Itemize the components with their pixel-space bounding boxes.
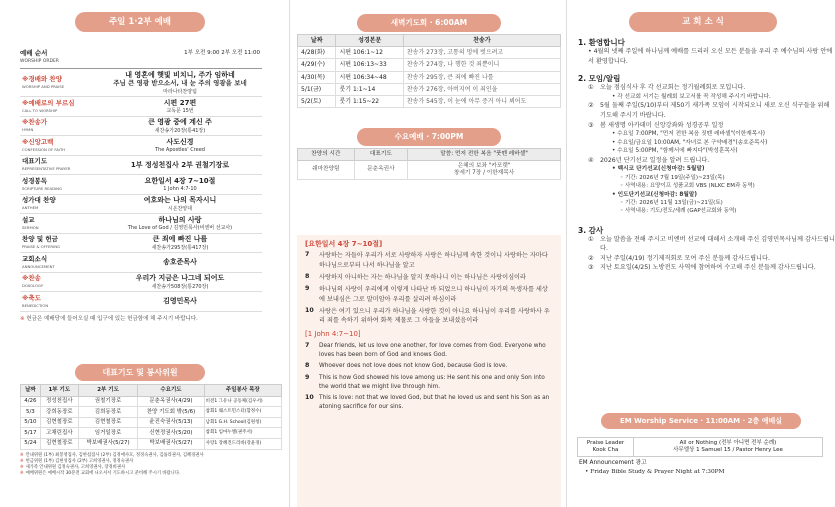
duty-cell: 5/3 (21, 407, 41, 418)
table-row (21, 438, 282, 449)
order-ko: ※축도 (22, 293, 41, 302)
order-detail: 교독문 15번 (166, 108, 194, 115)
order-main: 우리가 지금은 나그네 되어도 (135, 274, 225, 283)
mission-item: • 벡시코 단기선교(신청마감: 5월말) (612, 166, 705, 173)
order-main: 송호준목사 (163, 258, 197, 267)
order-en: CONFESSION OF FAITH (22, 146, 66, 152)
order-en: SERMON (22, 224, 39, 230)
verse-number: 8 (305, 362, 310, 370)
wed-cell: 은혜의 보좌 "카포랫" 창세기 7장 / 이한재목사 (408, 160, 561, 179)
verse-text: Dear friends, let us love one another, for love comes from God. Everyone who loves has been born of God and knows God. (319, 342, 546, 358)
duty-cell: 박보배권사(5/27) (138, 438, 204, 449)
duty-cell: 고채린집사 (40, 428, 78, 439)
order-label (20, 158, 98, 171)
notice-sub: • 각 선교회 서기는 월례회 보고서를 꼭 작성해 주시기 바랍니다. (612, 93, 771, 100)
order-label-en: WORSHIP ORDER (20, 58, 59, 64)
notices-heading: 2. 모임/알림 (578, 74, 621, 84)
verse-number: 7 (305, 341, 310, 349)
duty-cell: 남회1 G.H. School(김원청) (204, 417, 281, 428)
order-detail: The Love of God / 김영민목사(비엔버 선교사) (127, 225, 233, 232)
footnote-text: 헌금위원 (1부) 김현성집사 (2부) 고희영권사, 정경숙권사 (25, 458, 134, 464)
dawn-cell: 찬송가 295장, 큰 죄에 빠진 나를 (403, 71, 560, 83)
dawn-cell: 찬송가 274장, 나 행한 것 죄뿐이니 (403, 59, 560, 71)
dawn-cell: 4/29(수) (298, 59, 336, 71)
order-main: 하나님의 사랑 (158, 215, 202, 224)
order-ko: 대표기도 (22, 157, 48, 166)
verse-number: 7 (305, 251, 310, 259)
dawn-header: 성경본문 (336, 35, 403, 47)
duty-header: 2부 기도 (78, 385, 137, 397)
order-row (20, 69, 262, 97)
em-table (577, 437, 823, 456)
duty-cell: 신현정권사(5/20) (138, 428, 204, 439)
verse (305, 285, 553, 304)
news-title: 교 회 소 식 (629, 12, 777, 32)
dawn-header: 찬송가 (403, 35, 560, 47)
order-label (20, 295, 98, 308)
order-en: SCRIPTURE READING (22, 185, 62, 191)
verse-text: 사랑하지 아니하는 자는 하나님을 알지 못하나니 이는 하나님은 사랑이심이라 (319, 273, 527, 281)
verse-text: This is how God showed his love among us: He sent his one and only Son into the world that we might live through him. (319, 374, 545, 390)
order-row (20, 273, 262, 293)
order-row (20, 156, 262, 176)
dawn-table (297, 34, 561, 108)
footnote-text: 예배위원은 예배시작 30분전 교회에 나오셔서 기도하시고 준비해 주시기 바랍니다. (25, 471, 181, 477)
notice-sub: • 수요일/금요일 10:00AM, "자녀로 본 구약배경"(송호준목사) (612, 139, 768, 146)
dawn-title: 새벽기도회 · 6:00AM (357, 14, 501, 32)
order-ko: ※찬송 (22, 274, 41, 283)
order-main: 내 영혼에 햇빛 비치니, 주가 임하네 (125, 70, 235, 79)
order-detail: 새찬송가295장(통417장) (151, 244, 209, 251)
order-row (20, 136, 262, 156)
order-main: 요한일서 4장 7~10절 (144, 176, 216, 185)
thanks-item: ② 지난 주일(4/19) 정기제직회로 모여 주신 분들께 감사드립니다. (588, 254, 770, 262)
order-ko: ※경배와 찬양 (22, 75, 62, 84)
dawn-cell: 4/30(목) (298, 71, 336, 83)
dawn-cell: 5/1(금) (298, 83, 336, 95)
duty-cell: 강희동장로 (40, 407, 78, 418)
table-row (298, 83, 561, 95)
duty-cell: 참회1 임마누엘(권주서) (204, 428, 281, 439)
em-leader: Praise Leader Kook Cha (578, 438, 634, 456)
verse-text: 사랑하는 자들아 우리가 서로 사랑하자 사랑은 하나님께 속한 것이니 사랑하는 자마다 하나님으로부터 나서 하나님을 알고 (319, 252, 548, 269)
duty-cell: 윤진숙권사(5/13) (138, 417, 204, 428)
table-row (298, 95, 561, 107)
order-team: 마라나타찬양팀 (163, 88, 197, 95)
notice-item: ④ 2026년 단기선교 일정을 알려 드립니다. (588, 156, 710, 164)
scripture-box (297, 235, 561, 507)
order-ko: 설교 (22, 215, 35, 224)
table-row (298, 71, 561, 83)
table-row (21, 407, 282, 418)
duty-cell: 임거일장로 (78, 428, 137, 439)
thanks-heading: 3. 감사 (578, 225, 604, 235)
wed-header: 대표기도 (354, 149, 408, 161)
duty-cell: 찬양 기도회 밖(5/6) (138, 407, 204, 418)
verse (305, 342, 553, 359)
order-label: 예배 순서 (20, 49, 48, 57)
table-row (21, 417, 282, 428)
footnote-text: 새가족 안내위원 김정숙권사, 고희영권사, 장경희권사 (25, 465, 126, 470)
worship-order (20, 68, 262, 312)
duty-cell: 5/10 (21, 417, 41, 428)
news-column (571, 0, 835, 507)
order-ko: 찬양 및 헌금 (22, 235, 58, 244)
verse-text: Whoever does not love does not know God, because God is love. (319, 363, 508, 370)
duty-cell: 5/17 (21, 428, 41, 439)
duty-cell: 참회1 웨스트민스터(함정수) (204, 407, 281, 418)
order-main: 시편 27편 (163, 98, 197, 107)
order-ko: 성경봉독 (22, 176, 48, 185)
order-label (20, 256, 98, 269)
wed-header: 찬양의 시간 (298, 149, 355, 161)
duty-header: 1부 기도 (40, 385, 78, 397)
footnote-mark: ※ (20, 465, 24, 470)
order-row (20, 234, 262, 254)
order-en: HYMN (22, 127, 34, 133)
divider (566, 0, 567, 507)
mission-detail: ◦ 기간: 2026년 7월 19일(주일)~23일(목) (620, 175, 725, 181)
order-main: 1부 정성천집사 2부 권철기장로 (130, 160, 230, 169)
verse (305, 273, 553, 282)
dawn-cell: 4/28(화) (298, 47, 336, 59)
scripture-ref-en: [1 John 4:7~10] (305, 330, 361, 339)
order-content (98, 216, 262, 231)
duty-header: 수요기도 (138, 385, 204, 397)
order-ko: ※찬송가 (22, 118, 48, 127)
duty-cell: 김희동장로 (78, 407, 137, 418)
order-label (20, 275, 98, 288)
order-en: WORSHIP AND PRAISE (22, 83, 65, 89)
order-row (20, 117, 262, 137)
order-content (98, 274, 262, 289)
duty-cell: 박보배권사(5/27) (78, 438, 137, 449)
mission-detail: ◦ 기간: 2026년 11월 13일(금)~21일(토) (620, 200, 723, 207)
sunday-column (0, 0, 282, 507)
duty-cell: 비전1 그유나 공동체(김우서) (204, 396, 281, 407)
order-label (20, 197, 98, 210)
em-sermon: All or Nothing (전부 아니면 전부 순례) 사무엘상 1 Samuel 15 / Pastor Henry Lee (634, 438, 823, 456)
dawn-cell: 찬송가 276장, 아버지여 이 죄인을 (403, 83, 560, 95)
scripture-ref-ko: [요한일서 4장 7~10절] (305, 240, 383, 248)
welcome-text: • 4월의 넷째 주일에 하나님께 예배를 드리러 오신 모든 분들을 우리 주 예수님의 사랑 안에서 환영합니다. (588, 48, 833, 65)
mission-item: • 인도단기선교(신청마감: 8월말) (612, 191, 697, 198)
order-content (98, 235, 262, 250)
order-ko: 성가대 찬양 (22, 196, 56, 205)
em-announce-label: EM Announcement 광고 (579, 459, 647, 466)
footnote-mark: ※ (20, 471, 24, 477)
wed-cell: 문춘옥권사 (354, 160, 408, 179)
verse-number: 10 (305, 306, 314, 314)
order-en: ANNOUNCEMENT (22, 263, 55, 269)
duty-footnotes (20, 453, 282, 478)
duty-table (20, 384, 282, 450)
order-main: 큰 영광 중에 계신 주 (148, 118, 212, 127)
verse (305, 307, 553, 326)
dawn-cell: 찬송가 273장, 고통의 멍에 벗으려고 (403, 47, 560, 59)
order-ko: ※예배로의 부르심 (22, 98, 75, 107)
order-label (20, 119, 98, 132)
order-content (98, 177, 262, 192)
duty-cell: 문춘옥권사(4/29) (138, 396, 204, 407)
wed-table (297, 148, 561, 180)
wed-title: 수요예배 · 7:00PM (357, 128, 501, 146)
order-main: 김영민목사 (163, 297, 197, 306)
order-content (98, 138, 262, 153)
verse (305, 251, 553, 270)
order-main: 사도신경 (166, 137, 194, 146)
thanks-item: ① 오늘 말씀을 전해 주시고 비엔버 선교에 대해서 소개해 주신 김영민목사님께 감사드립니다. (588, 235, 835, 253)
offering-note: ※ 헌금은 예배당에 들어오실 때 입구에 있는 헌금함에 해 주시기 바랍니다. (20, 315, 198, 322)
table-row (21, 428, 282, 439)
footnote-text: 안내위원 (1부) 최봉영집사, 김한섭집사 (2부) 김경애사모, 정경숙권사, 김률라권사, 김혜경권사 (25, 452, 204, 458)
welcome-heading: 1. 환영합니다 (578, 38, 625, 47)
order-label (20, 217, 98, 230)
verse-number: 9 (305, 373, 310, 381)
dawn-header: 날짜 (298, 35, 336, 47)
duty-cell: 김현철장로 (40, 417, 78, 428)
order-label (20, 139, 98, 152)
verse (305, 374, 553, 391)
dawn-cell: 5/2(토) (298, 95, 336, 107)
duty-header: 날짜 (21, 385, 41, 397)
order-main: 큰 죄에 빠진 나를 (152, 235, 208, 244)
footnote-mark: ※ (20, 458, 24, 464)
order-row (20, 195, 262, 215)
notice-sub: • 수요일 5:00PM, "함께서에 빠지다"(박성훈목사) (612, 148, 738, 155)
service-times: 1부 오전 9:00 2부 오전 11:00 (184, 50, 260, 56)
order-label (20, 100, 98, 113)
order-en: ANTHEM (22, 205, 39, 211)
table-row (21, 396, 282, 407)
verse (305, 362, 553, 371)
duty-header: 주일봉사 목장 (204, 385, 281, 397)
order-en: BENEDICTION (22, 302, 49, 308)
dawn-cell: 룻기 1:1~14 (336, 83, 403, 95)
order-detail: 새찬송가508장(통270장) (151, 283, 209, 290)
em-title: EM Worship Service · 11:00AM · 2층 예배실 (601, 413, 801, 429)
order-content (98, 258, 262, 266)
em-announce: • Friday Bible Study & Prayer Night at 7:30PM (585, 468, 725, 475)
order-row (20, 253, 262, 273)
order-content (98, 99, 262, 114)
duty-cell: 4/26 (21, 396, 41, 407)
order-label (20, 76, 98, 89)
order-label (20, 236, 98, 249)
sunday-title: 주일 1·2부 예배 (75, 12, 205, 32)
order-detail: The Apostles' Creed (155, 147, 205, 154)
notice-sub: • 수요일 7:00PM, "먼저 전한 복음 짓뗀 레바셀"(이한재목사) (612, 131, 765, 138)
verse-number: 10 (305, 394, 314, 402)
order-main: 여호와는 나의 목자시니 (143, 196, 217, 205)
order-content (98, 297, 262, 305)
order-detail: 시온찬양대 (167, 205, 193, 212)
table-row (298, 47, 561, 59)
order-detail: 주님 큰 영광 받으소서, 내 눈 주의 영광을 보네 (113, 78, 247, 87)
duty-title: 대표기도 및 봉사위원 (75, 364, 205, 381)
order-ko: ※신앙고백 (22, 137, 54, 146)
order-content (98, 118, 262, 133)
wed-header: 말씀: 먼저 전한 복음 "풋뗀 레바셀" (408, 149, 561, 161)
order-row (20, 97, 262, 117)
verse-text: 하나님의 사랑이 우리에게 이렇게 나타난 바 되었으니 하나님이 자기의 독생자를 세상에 보내심은 그로 말미암아 우리를 살리려 하심이라 (319, 286, 548, 303)
order-en: REPRESENTATIVE PRAYER (22, 166, 71, 172)
dawn-cell: 찬송가 545장, 이 눈에 아무 증거 아니 뵈어도 (403, 95, 560, 107)
order-en: PRAISE & OFFERING (22, 244, 60, 250)
wed-cell: 쉐마찬양팀 (298, 160, 355, 179)
notice-item: ① 오늘 점심식사 후 각 선교회는 정기월례회로 모입니다. (588, 84, 746, 92)
duty-cell: 정성천집사 (40, 396, 78, 407)
verse-number: 8 (305, 272, 310, 280)
order-ko: 교회소식 (22, 254, 48, 263)
order-row (20, 175, 262, 195)
duty-cell: 권철기장로 (78, 396, 137, 407)
mission-detail: ◦ 사역내용: 요양이프 성품교회 VBS (NLKC EM과 동역) (620, 183, 755, 190)
notice-item: ② 5월 둘째 주일(5/10)부터 제50기 새가족 모임이 시작되오니 새로 오신 식구들을 위해 기도해 주시기 바랍니다. (588, 102, 830, 119)
divider (289, 0, 290, 507)
verse-number: 9 (305, 285, 310, 293)
order-detail: 새찬송가20장(통41장) (154, 127, 206, 134)
mission-detail: ◦ 사역내용: 기도/전도/세례 (GAP선교회와 동역) (620, 208, 737, 215)
order-row (20, 292, 262, 312)
order-content (98, 161, 262, 169)
footnote (20, 471, 282, 477)
duty-cell: 5/24 (21, 438, 41, 449)
verse-text: This is love: not that we loved God, but that he loved us and sent his Son as an atoning sacrifice for our sins. (319, 395, 550, 410)
order-detail: 1 John 4:7-10 (163, 186, 197, 193)
duty-cell: 사랑1 장혜진드리바(강윤경) (204, 438, 281, 449)
footnote-mark: ※ (20, 452, 24, 458)
order-row (20, 214, 262, 234)
dawn-cell: 시편 106:34~48 (336, 71, 403, 83)
middle-column (297, 0, 561, 507)
dawn-cell: 시편 106:1~12 (336, 47, 403, 59)
order-content (98, 71, 262, 95)
notice-item: ③ 봄 새생명 아카데미 신앙강좌와 성경공부 일정 (588, 121, 724, 129)
order-content (98, 196, 262, 211)
order-en: CALL TO WORSHIP (22, 107, 58, 113)
duty-cell: 김현철장로 (78, 417, 137, 428)
order-en: DOXOLOGY (22, 283, 44, 289)
duty-cell: 김현철장로 (40, 438, 78, 449)
dawn-cell: 시편 106:13~33 (336, 59, 403, 71)
thanks-item: ③ 지난 토요일(4/25) 노방전도 사역에 참여하여 수고해 주신 분들께 감사드립니다. (588, 264, 816, 272)
order-label (20, 178, 98, 191)
verse-text: 사랑은 여기 있으니 우리가 하나님을 사랑한 것이 아니요 하나님이 우리를 사랑하사 우리 죄를 속하기 위하여 화목 제물로 그 아들을 보내셨음이라 (319, 307, 550, 325)
table-row (298, 59, 561, 71)
dawn-cell: 룻기 1:15~22 (336, 95, 403, 107)
verse (305, 394, 553, 411)
